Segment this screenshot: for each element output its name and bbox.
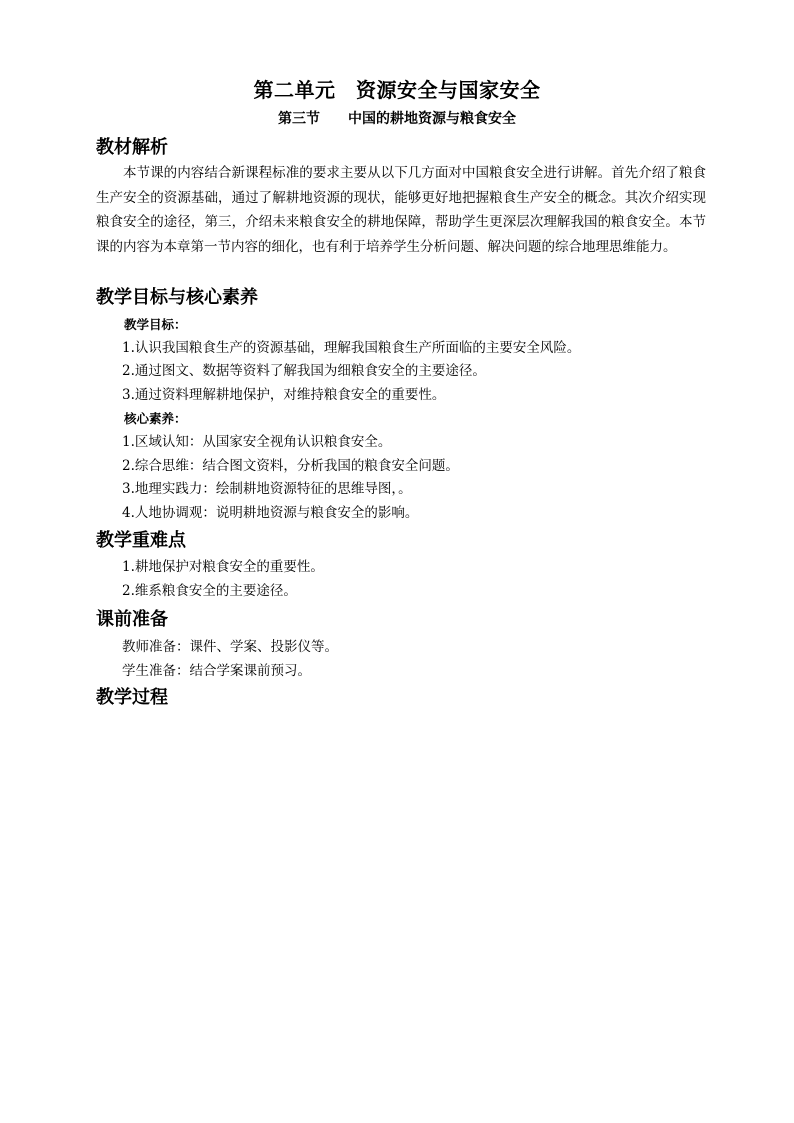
list-item: 3.通过资料理解耕地保护，对维持粮食安全的重要性。 [122, 386, 446, 403]
heading-textbook: 教材解析 [96, 137, 168, 158]
heading-process: 教学过程 [96, 687, 168, 708]
textbook-paragraph: 本节课的内容结合新课程标准的要求主要从以下几方面对中国粮食安全进行讲解。首先介绍了粮食生产安全的资源基础，通过了解耕地资源的现状，能够更好地把握粮食生产安全的概念。其次介绍实现粮食安全的途径，第三，介绍未来粮食安全的耕地保障，帮助学生更深层次理解我国的粮食安全。本节课的内容为本章第一节内容的细化，也有利于培养学生分析问题、解决问题的综合地理思维能力。 [96, 165, 706, 255]
section-preparation [96, 608, 706, 683]
heading-goals: 教学目标与核心素养 [96, 287, 258, 308]
heading-preparation: 课前准备 [96, 609, 168, 630]
heading-key-points: 教学重难点 [96, 530, 186, 551]
list-item: 3.地理实践力：绘制耕地资源特征的思维导图，。 [122, 481, 412, 498]
teacher-preparation: 教师准备：课件、学案、投影仪等。 [122, 639, 338, 655]
list-item: 2.通过图文、数据等资料了解我国为细粮食安全的主要途径。 [122, 363, 486, 380]
literacy-label: 核心素养： [124, 411, 187, 427]
objectives-label: 教学目标： [124, 317, 187, 332]
list-item: 4.人地协调观：说明耕地资源与粮食安全的影响。 [122, 504, 419, 521]
section-textbook [96, 136, 706, 259]
student-preparation: 学生准备：结合学案课前预习。 [122, 663, 311, 679]
goals-list [122, 313, 706, 525]
list-item: 2.维系粮食安全的主要途径。 [122, 582, 297, 599]
preparation-list [122, 635, 706, 683]
section-process [96, 686, 706, 710]
sub-title: 第三节 中国的耕地资源与粮食安全 [278, 111, 516, 127]
list-item: 2.综合思维：结合图文资料，分析我国的粮食安全问题。 [122, 457, 459, 474]
section-goals [96, 286, 706, 525]
main-title: 第二单元 资源安全与国家安全 [253, 78, 541, 102]
list-item: 1.区域认知：从国家安全视角认识粮食安全。 [122, 433, 392, 450]
list-item: 1.耕地保护对粮食安全的重要性。 [122, 559, 324, 575]
section-key-points [96, 529, 706, 603]
key-points-list [122, 556, 706, 603]
list-item: 1.认识我国粮食生产的资源基础，理解我国粮食生产所面临的主要安全风险。 [122, 339, 581, 356]
